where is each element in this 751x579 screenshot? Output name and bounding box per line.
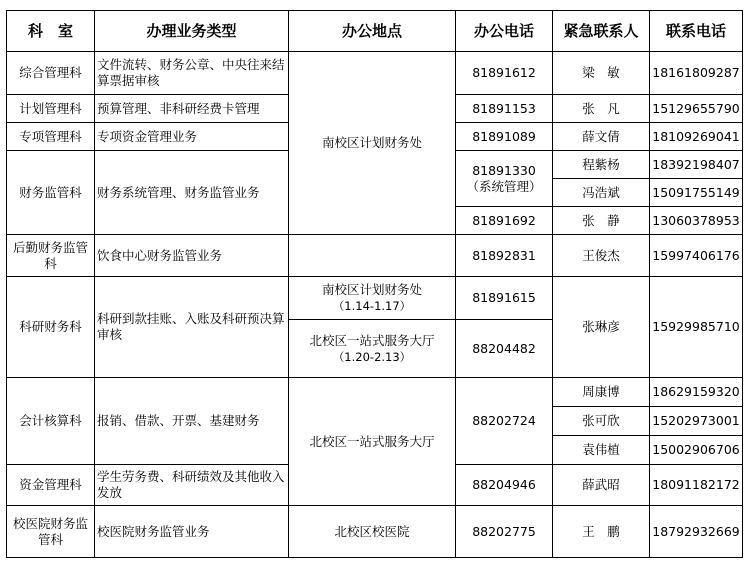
mobile-cell: 18392198407 xyxy=(650,151,743,179)
dept-cell: 财务监管科 xyxy=(7,151,95,235)
mobile-cell: 15002906706 xyxy=(650,436,743,465)
location-date: （1.20-2.13） xyxy=(332,349,412,364)
office-phone-cell: 81892831 xyxy=(456,235,553,277)
table-row xyxy=(7,235,743,277)
table-row xyxy=(7,277,743,320)
office-phone-cell: 88202724 xyxy=(456,378,553,465)
office-phone-cell: 81891089 xyxy=(456,123,553,151)
header-contact-phone: 联系电话 xyxy=(650,11,743,52)
dept-cell: 综合管理科 xyxy=(7,52,95,95)
contact-cell: 薛武昭 xyxy=(553,465,650,506)
business-cell: 报销、借款、开票、基建财务 xyxy=(95,378,289,465)
mobile-cell: 18109269041 xyxy=(650,123,743,151)
header-business: 办理业务类型 xyxy=(95,11,289,52)
contact-cell: 王俊杰 xyxy=(553,235,650,277)
business-cell: 专项资金管理业务 xyxy=(95,123,289,151)
office-phone-cell: 81891615 xyxy=(456,277,553,320)
mobile-cell: 15202973001 xyxy=(650,407,743,436)
business-cell: 科研到款挂账、入账及科研预决算审核 xyxy=(95,277,289,378)
dept-cell: 计划管理科 xyxy=(7,95,95,123)
header-emergency-contact: 紧急联系人 xyxy=(553,11,650,52)
contact-table xyxy=(6,10,743,558)
dept-cell: 科研财务科 xyxy=(7,277,95,378)
mobile-cell: 15129655790 xyxy=(650,95,743,123)
mobile-cell: 15997406176 xyxy=(650,235,743,277)
dept-cell: 专项管理科 xyxy=(7,123,95,151)
table-row xyxy=(7,52,743,95)
contact-cell: 程紫杨 xyxy=(553,151,650,179)
office-phone-cell: 88204482 xyxy=(456,320,553,378)
contact-cell: 薛文倩 xyxy=(553,123,650,151)
header-row xyxy=(7,11,743,52)
contact-cell: 张可欣 xyxy=(553,407,650,436)
table-row xyxy=(7,378,743,407)
business-cell: 文件流转、财务公章、中央往来结算票据审核 xyxy=(95,52,289,95)
contact-cell: 周康博 xyxy=(553,378,650,407)
contact-cell: 张琳彦 xyxy=(553,277,650,378)
header-location: 办公地点 xyxy=(289,11,456,52)
contact-cell: 袁伟植 xyxy=(553,436,650,465)
location-cell: 南校区计划财务处 xyxy=(289,52,456,235)
mobile-cell: 18091182172 xyxy=(650,465,743,506)
header-dept: 科 室 xyxy=(7,11,95,52)
table-row xyxy=(7,506,743,558)
mobile-cell: 15091755149 xyxy=(650,179,743,207)
location-cell xyxy=(289,277,456,320)
office-phone-cell: 88202775 xyxy=(456,506,553,558)
mobile-cell: 15929985710 xyxy=(650,277,743,378)
business-cell: 校医院财务监管业务 xyxy=(95,506,289,558)
mobile-cell: 18792932669 xyxy=(650,506,743,558)
office-phone-cell: 81891692 xyxy=(456,207,553,235)
location-cell xyxy=(289,235,456,277)
location-cell: 北校区校医院 xyxy=(289,506,456,558)
location-text: 南校区计划财务处 xyxy=(321,282,422,297)
contact-cell: 张 凡 xyxy=(553,95,650,123)
business-cell: 饮食中心财务监管业务 xyxy=(95,235,289,277)
location-cell xyxy=(289,320,456,378)
contact-cell: 王 鹏 xyxy=(553,506,650,558)
business-cell: 预算管理、非科研经费卡管理 xyxy=(95,95,289,123)
business-cell: 财务系统管理、财务监管业务 xyxy=(95,151,289,235)
dept-cell: 资金管理科 xyxy=(7,465,95,506)
dept-cell: 校医院财务监管科 xyxy=(7,506,95,558)
location-date: （1.14-1.17） xyxy=(332,299,412,313)
contact-cell: 冯浩斌 xyxy=(553,179,650,207)
mobile-cell: 18161809287 xyxy=(650,52,743,95)
office-phone-cell: 81891612 xyxy=(456,52,553,95)
office-phone-cell: 88204946 xyxy=(456,465,553,506)
office-phone-text: 81891330 xyxy=(472,162,536,178)
location-cell: 北校区一站式服务大厅 xyxy=(289,378,456,506)
mobile-cell: 13060378953 xyxy=(650,207,743,235)
dept-cell: 会计核算科 xyxy=(7,378,95,465)
office-phone-cell xyxy=(456,151,553,207)
contact-cell: 张 静 xyxy=(553,207,650,235)
dept-cell: 后勤财务监管科 xyxy=(7,235,95,277)
mobile-cell: 18629159320 xyxy=(650,378,743,407)
location-text: 北校区一站式服务大厅 xyxy=(309,332,435,348)
business-cell: 学生劳务费、科研绩效及其他收入发放 xyxy=(95,465,289,506)
office-phone-note: （系统管理） xyxy=(466,178,542,194)
header-office-phone: 办公电话 xyxy=(456,11,553,52)
office-phone-cell: 81891153 xyxy=(456,95,553,123)
contact-cell: 梁 敏 xyxy=(553,52,650,95)
